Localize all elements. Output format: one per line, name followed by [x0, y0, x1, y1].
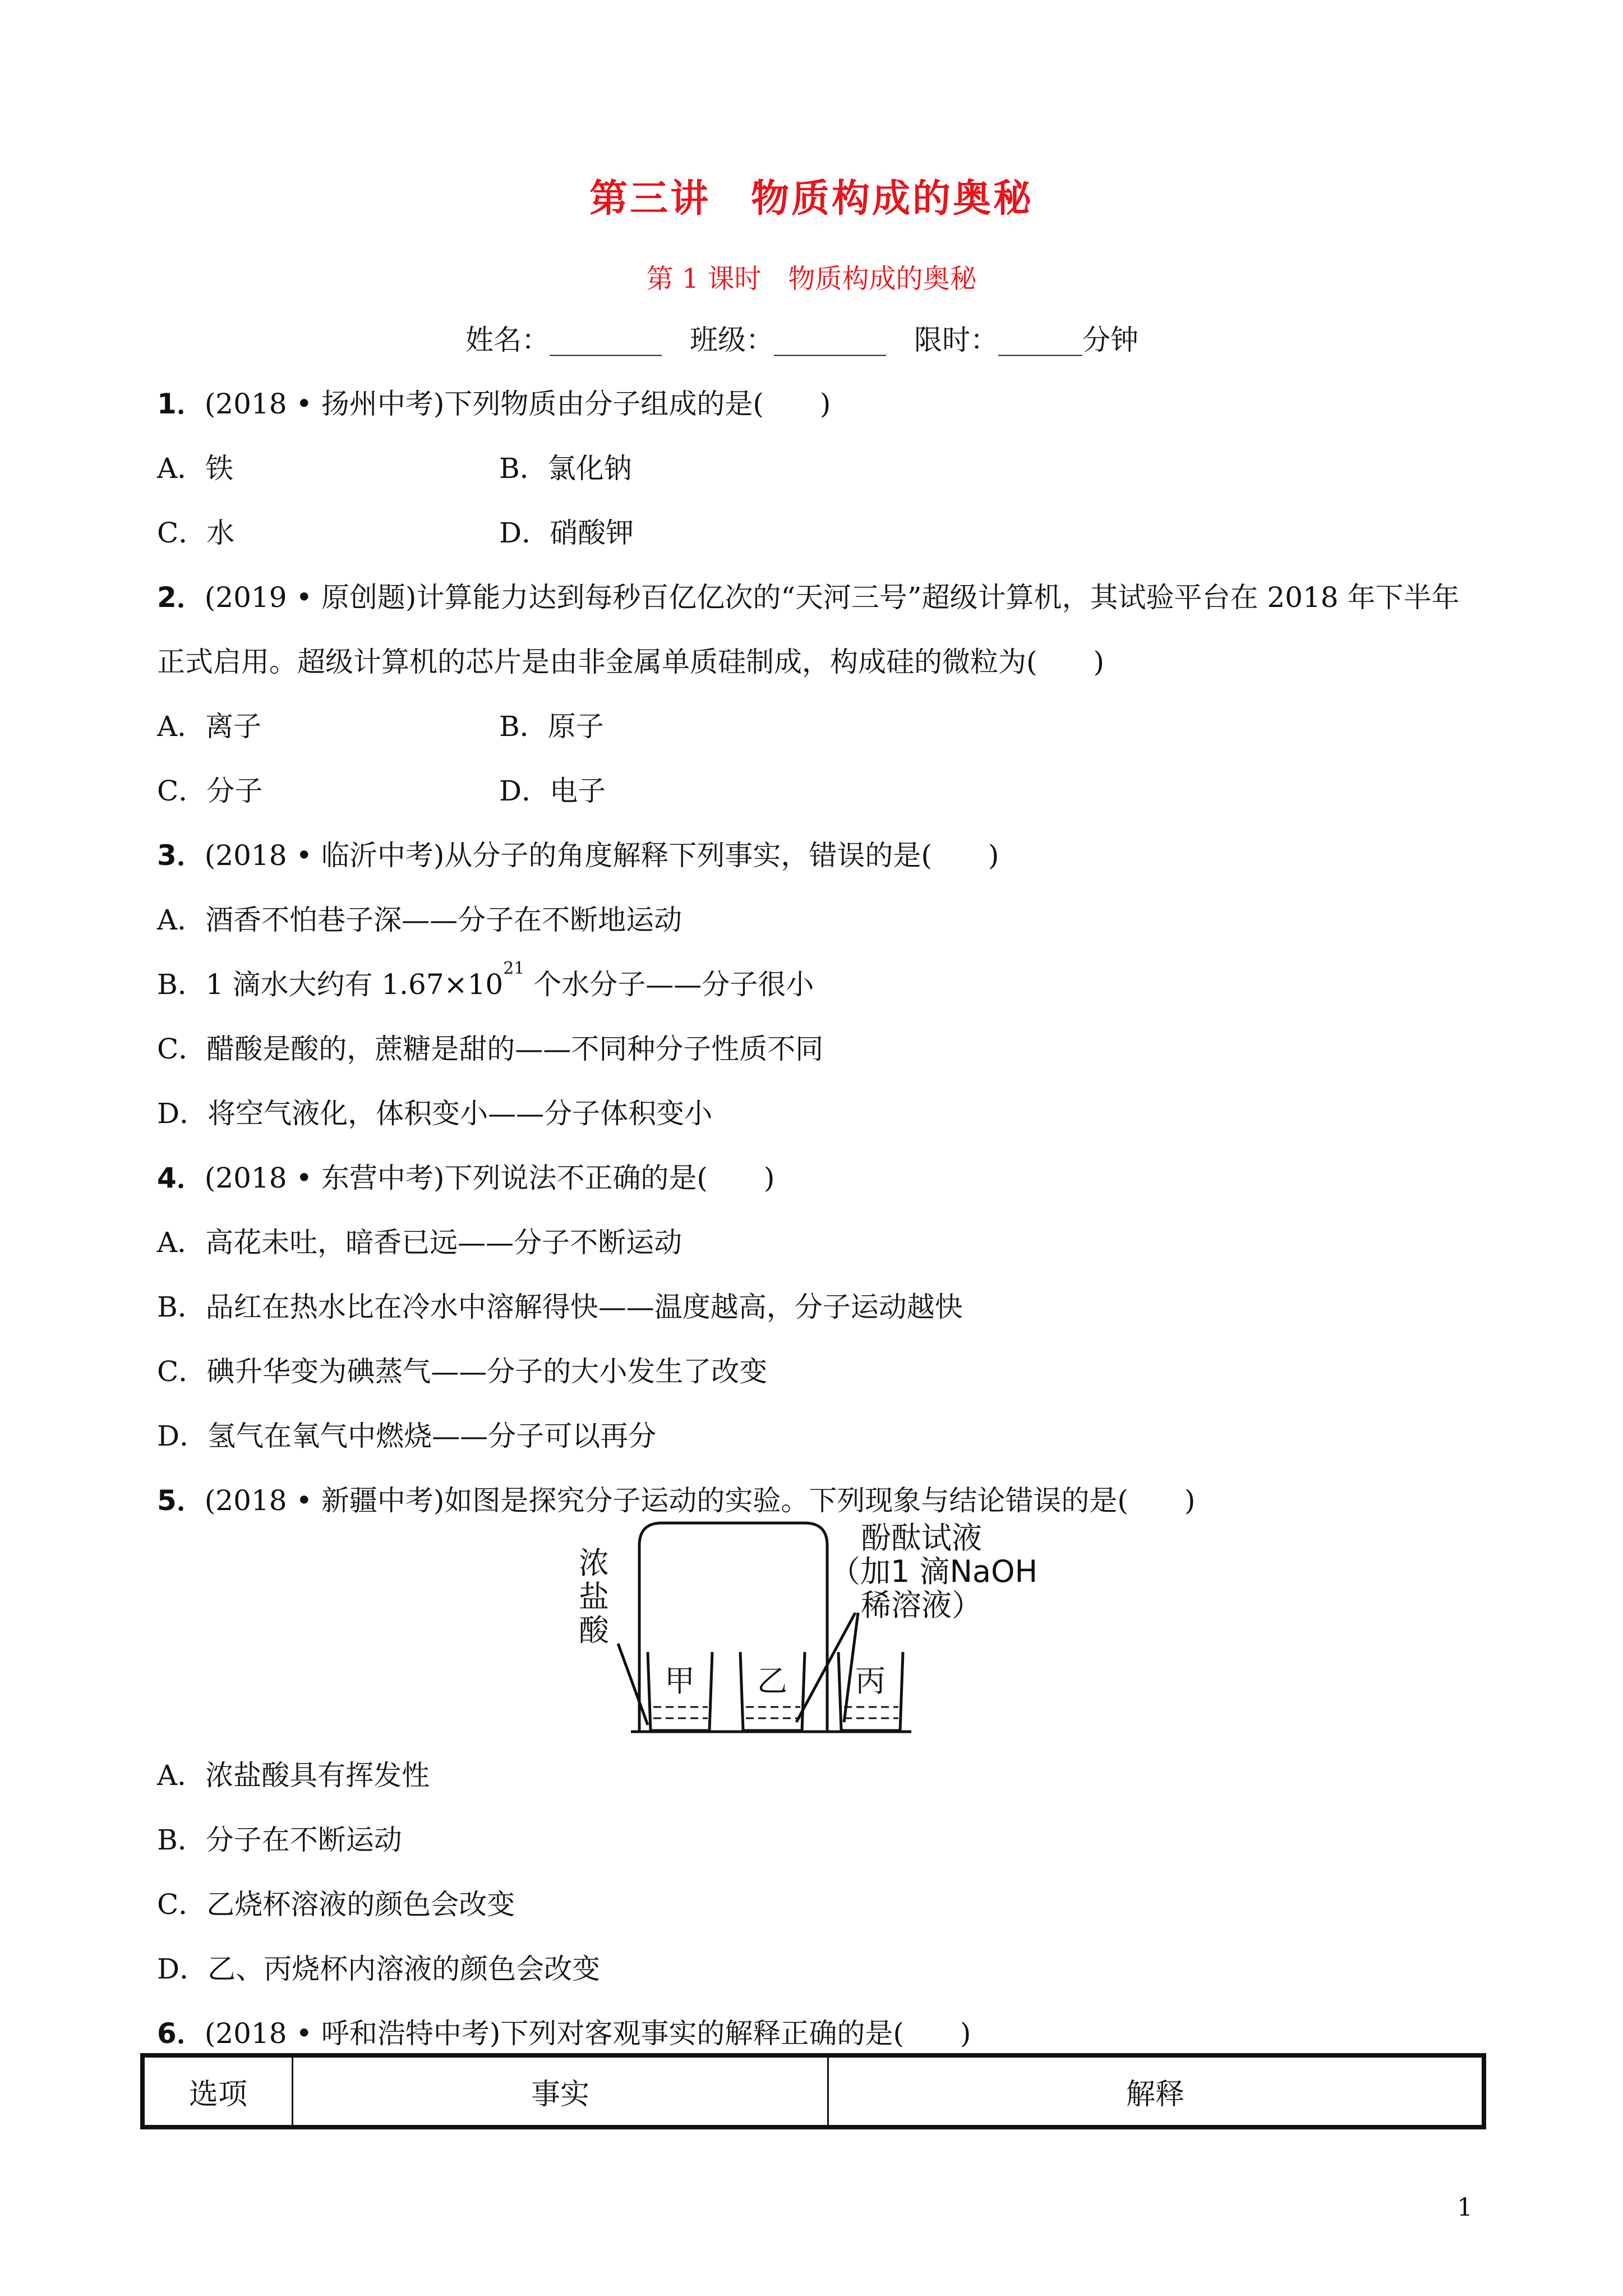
- option-a: A．离子: [157, 710, 262, 743]
- acid-label-2: 盐: [579, 1579, 609, 1614]
- header-fact: 事实: [293, 2055, 828, 2127]
- experiment-figure: [566, 1512, 1071, 1747]
- question-4: [157, 1156, 774, 1196]
- beaker-label-jia: 甲: [665, 1663, 695, 1699]
- option-c: C．分子: [157, 775, 263, 807]
- phenolphthalein-label-2: （加1 滴NaOH: [830, 1554, 1038, 1589]
- option-a: A．高花未吐，暗香已远——分子不断运动: [157, 1226, 683, 1259]
- acid-label-1: 浓: [579, 1545, 609, 1581]
- beaker-label-yi: 乙: [757, 1663, 787, 1699]
- question-number: 5．: [157, 1484, 205, 1517]
- header-option: 选项: [142, 2055, 293, 2127]
- option-c: C．醋酸是酸的，蔗糖是甜的——不同种分子性质不同: [157, 1033, 824, 1065]
- option-d: D．氢气在氧气中燃烧——分子可以再分: [157, 1420, 657, 1452]
- phenolphthalein-label-1: 酚酞试液: [861, 1520, 982, 1556]
- question-1: [157, 381, 831, 422]
- question-2: [157, 575, 1460, 615]
- table-header-row: [142, 2055, 1484, 2127]
- header-explanation: 解释: [828, 2055, 1484, 2127]
- option-b: B．氯化钠: [499, 452, 632, 485]
- option-b: [157, 959, 814, 1002]
- option-b: B．分子在不断运动: [157, 1824, 402, 1856]
- option-c: C．碘升华变为碘蒸气——分子的大小发生了改变: [157, 1355, 768, 1388]
- page-subtitle: 第 1 课时 物质构成的奥秘: [646, 263, 977, 295]
- question-number: 1．: [157, 388, 205, 420]
- option-d: D．硝酸钾: [499, 517, 634, 549]
- option-a: A．浓盐酸具有挥发性: [157, 1759, 430, 1792]
- question-text: (2018 • 扬州中考)下列物质由分子组成的是( ): [204, 388, 831, 420]
- option-b-text: B．1 滴水大约有 1.67×10: [157, 968, 504, 1001]
- option-a: A．酒香不怕巷子深——分子在不断地运动: [157, 904, 683, 936]
- question-6: [157, 2011, 971, 2051]
- option-b: B．原子: [499, 710, 604, 743]
- beaker-diagram: [566, 1512, 1071, 1747]
- beaker-label-bing: 丙: [855, 1663, 886, 1699]
- question-number: 2．: [157, 581, 205, 614]
- question-number: 4．: [157, 1162, 205, 1194]
- option-d: D．将空气液化，体积变小——分子体积变小: [157, 1097, 713, 1130]
- option-c: C．水: [157, 517, 235, 549]
- option-c: C．乙烧杯溶液的颜色会改变: [157, 1888, 515, 1921]
- page-number: 1: [1457, 2193, 1473, 2222]
- question-2-line-2: 正式启用。超级计算机的芯片是由非金属单质硅制成，构成硅的微粒为( ): [157, 646, 1105, 678]
- option-d: D．乙、丙烧杯内溶液的颜色会改变: [157, 1953, 601, 1985]
- question-text: (2018 • 临沂中考)从分子的角度解释下列事实，错误的是( ): [204, 839, 999, 872]
- option-b: B．品红在热水比在冷水中溶解得快——温度越高，分子运动越快: [157, 1291, 963, 1323]
- question-number: 3．: [157, 839, 205, 872]
- student-info-line: 姓名：________ 班级：________ 限时：______分钟: [465, 324, 1138, 356]
- acid-label-3: 酸: [579, 1613, 609, 1648]
- question-text: (2019 • 原创题)计算能力达到每秒百亿亿次的“天河三号”超级计算机，其试验平台在 2018 年下半年: [204, 581, 1460, 614]
- phenolphthalein-label-3: 稀溶液）: [861, 1588, 982, 1623]
- option-a: A．铁: [157, 452, 234, 485]
- question-text: (2018 • 新疆中考)如图是探究分子运动的实验。下列现象与结论错误的是( ): [204, 1484, 1196, 1517]
- bell-jar: [639, 1523, 827, 1731]
- option-d: D．电子: [499, 775, 606, 807]
- option-b-tail: 个水分子——分子很小: [524, 968, 814, 1001]
- question-number: 6．: [157, 2017, 205, 2050]
- exponent: 21: [503, 959, 525, 978]
- leader-line-acid: [618, 1644, 648, 1725]
- question-text: (2018 • 呼和浩特中考)下列对客观事实的解释正确的是( ): [204, 2017, 971, 2050]
- page-title: 第三讲 物质构成的奥秘: [589, 177, 1034, 221]
- question-text: (2018 • 东营中考)下列说法不正确的是( ): [204, 1162, 775, 1194]
- question-3: [157, 833, 999, 873]
- facts-table: [140, 2053, 1486, 2129]
